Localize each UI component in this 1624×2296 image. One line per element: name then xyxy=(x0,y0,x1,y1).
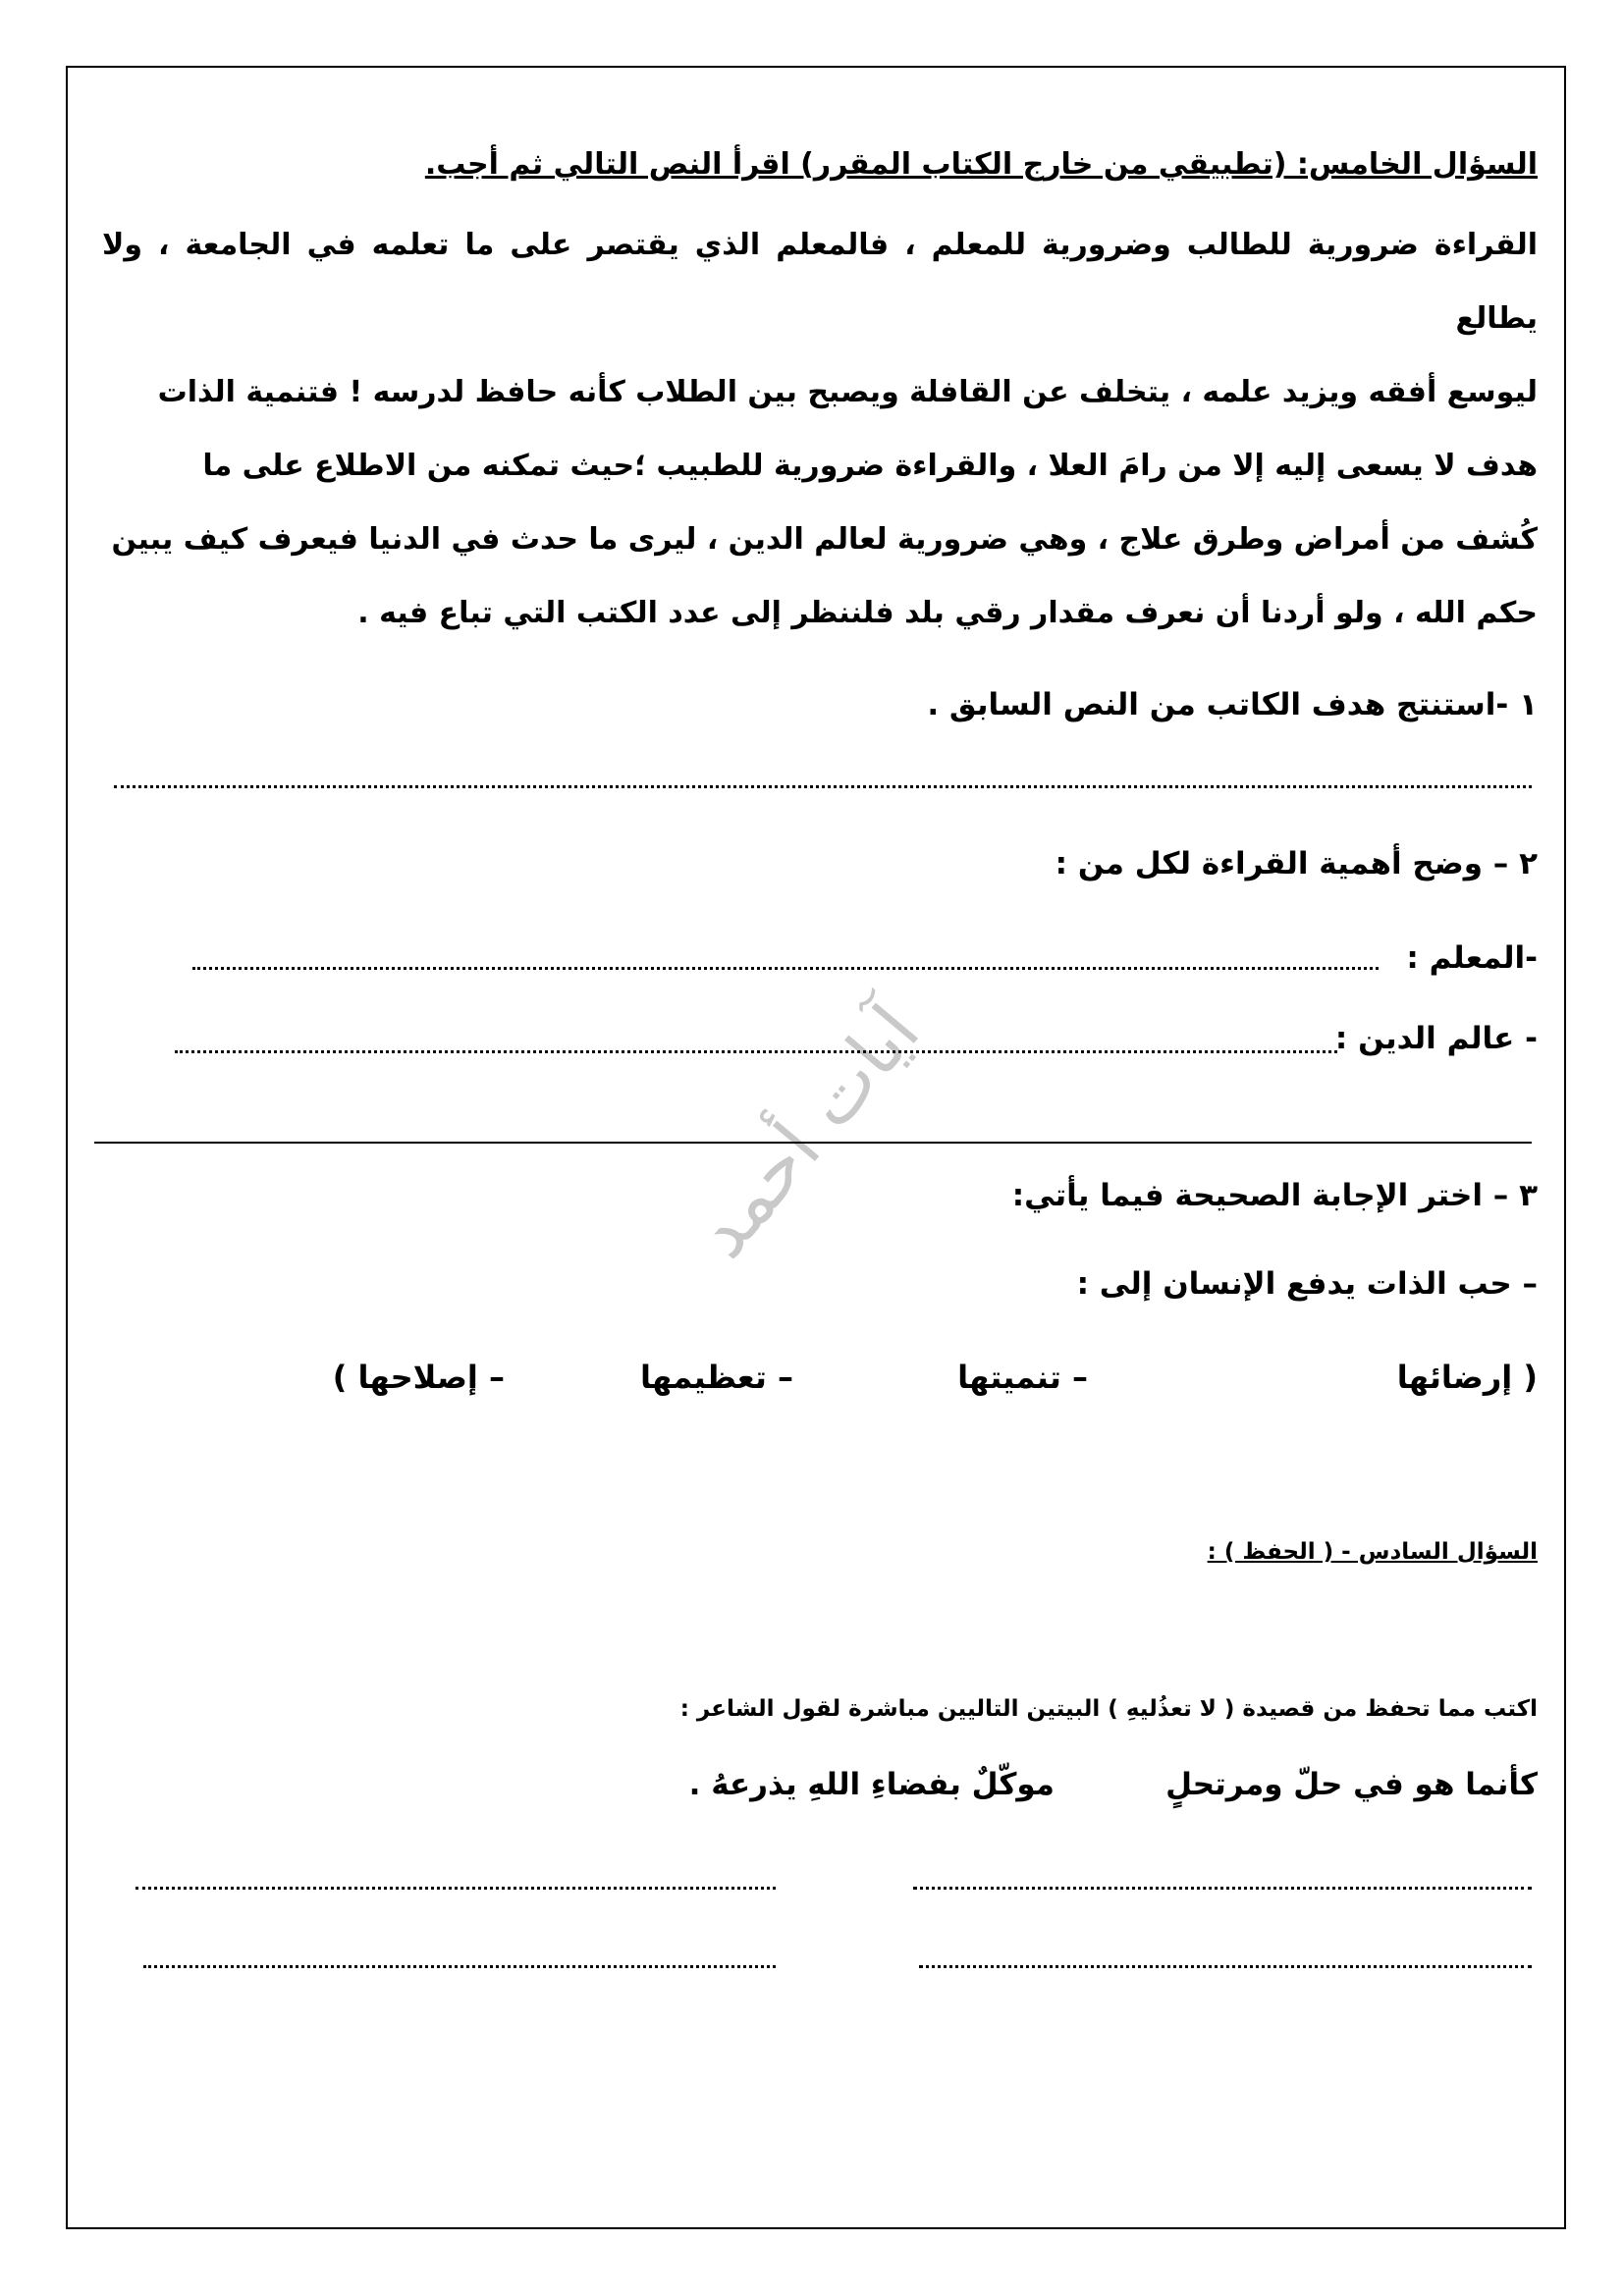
question6-instruction: اكتب مما تحفظ من قصيدة ( لا تعذُليهِ ) البيتين التاليين مباشرة لقول الشاعر : xyxy=(679,1696,1538,1722)
q3-stem: – حب الذات يدفع الإنسان إلى : xyxy=(1076,1266,1538,1302)
passage-line-4: كُشف من أمراض وطرق علاج ، وهي ضرورية لعالم الدين ، ليرى ما حدث في الدنيا فيعرف كيف يبين xyxy=(111,522,1538,557)
question6-title: السؤال السادس - ( الحفظ ) : xyxy=(1207,1539,1538,1565)
passage-line-5: حكم الله ، ولو أردنا أن نعرف مقدار رقي بلد فلننظر إلى عدد الكتب التي تباع فيه . xyxy=(357,596,1538,630)
q3-prompt: ٣ – اختر الإجابة الصحيحة فيما يأتي: xyxy=(1011,1178,1538,1213)
q3-option-4[interactable]: – إصلاحها ) xyxy=(332,1359,505,1396)
q2-scholar-label: - عالم الدين : xyxy=(1334,1021,1538,1056)
q2-teacher-label: -المعلم : xyxy=(1406,940,1538,976)
passage-line-2: ليوسع أفقه ويزيد علمه ، يتخلف عن القافلة ويصبح بين الطلاب كأنه حافظ لدرسه ! فتنمية الذات xyxy=(157,375,1538,409)
q3-option-2[interactable]: – تنميتها xyxy=(957,1359,1088,1396)
verse-first-hemistich: كأنما هو في حلّ ومرتحلٍ xyxy=(1165,1767,1538,1802)
passage-line-1: القراءة ضرورية للطالب وضرورية للمعلم ، فالمعلم الذي يقتصر على ما تعلمه في الجامعة ، ولا يطالع xyxy=(102,228,1538,336)
section-divider xyxy=(94,1142,1532,1144)
q3-option-3[interactable]: – تعظيمها xyxy=(639,1359,793,1396)
q2-scholar-answer-line[interactable] xyxy=(175,1050,1337,1053)
q1-prompt: ١ -استنتج هدف الكاتب من النص السابق . xyxy=(927,687,1538,722)
q1-answer-line[interactable] xyxy=(114,785,1532,788)
q2-prompt: ٢ – وضح أهمية القراءة لكل من : xyxy=(1055,846,1538,881)
reading-passage xyxy=(102,208,1538,650)
q2-teacher-answer-line[interactable] xyxy=(192,967,1379,970)
verse-second-hemistich: موكّلٌ بفضاءِ اللهِ يذرعهُ . xyxy=(688,1767,1055,1802)
passage-line-3: هدف لا يسعى إليه إلا من رامَ العلا ، والقراءة ضرورية للطبيب ؛حيث تمكنه من الاطلاع على ما xyxy=(202,449,1538,483)
question5-title: السؤال الخامس: (تطبيقي من خارج الكتاب المقرر) اقرأ النص التالي ثم أجب. xyxy=(424,147,1538,182)
verse-answer-line-2b[interactable] xyxy=(143,1965,776,1968)
verse-answer-line-1a[interactable] xyxy=(913,1887,1532,1890)
verse-answer-line-2a[interactable] xyxy=(919,1965,1532,1968)
verse-answer-line-1b[interactable] xyxy=(135,1887,776,1890)
watermark: آيات أحمد xyxy=(678,989,937,1274)
q3-option-1[interactable]: ( إرضائها xyxy=(1396,1359,1538,1396)
